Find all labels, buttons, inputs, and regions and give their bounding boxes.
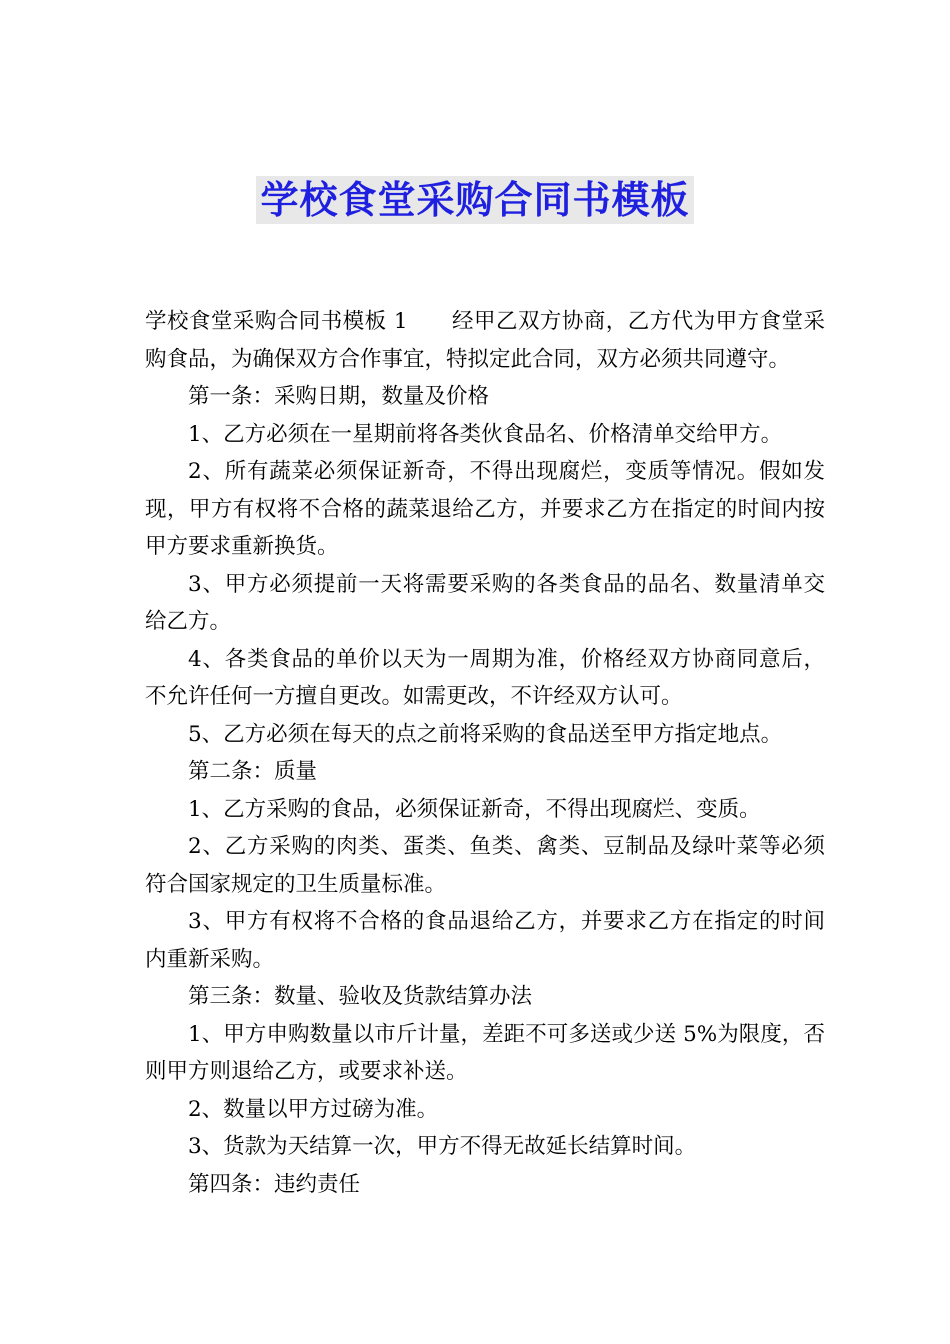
article-1-heading: 第一条：采购日期，数量及价格	[188, 384, 490, 409]
article-2-item-2: 2、乙方采购的肉类、蛋类、鱼类、禽类、豆制品及绿叶菜等必须符合国家规定的卫生质量标准。	[145, 834, 825, 897]
article-2-item-1: 1、乙方采购的食品，必须保证新奇，不得出现腐烂、变质。	[188, 796, 761, 822]
article-3-item-1: 1、甲方申购数量以市斤计量，差距不可多送或少送 5%为限度，否则甲方则退给乙方，或要求补送。	[145, 1021, 825, 1084]
article-3-item-3: 3、货款为天结算一次，甲方不得无故延长结算时间。	[188, 1134, 697, 1159]
article-1-item-3: 3、甲方必须提前一天将需要采购的各类食品的品名、数量清单交给乙方。	[145, 571, 825, 634]
intro-text: 经甲乙双方协商，乙方代为甲方食堂采购食品，为确保双方合作事宜，特拟定此合同，双方必须共同遵守。	[145, 309, 825, 372]
article-1-item-5: 5、乙方必须在每天的点之前将采购的食品送至甲方指定地点。	[188, 721, 783, 747]
document-title: 学校食堂采购合同书模板	[256, 176, 693, 224]
intro-paragraph	[145, 303, 825, 378]
title-container	[0, 176, 950, 224]
article-1-item-4: 4、各类食品的单价以天为一周期为准，价格经双方协商同意后，不允许任何一方擅自更改。如需更改，不许经双方认可。	[145, 646, 825, 709]
article-1-item-2: 2、所有蔬菜必须保证新奇，不得出现腐烂，变质等情况。假如发现，甲方有权将不合格的蔬菜退给乙方，并要求乙方在指定的时间内按甲方要求重新换货。	[145, 459, 825, 559]
intro-label: 学校食堂采购合同书模板 1	[145, 309, 408, 334]
article-2-item-3: 3、甲方有权将不合格的食品退给乙方，并要求乙方在指定的时间内重新采购。	[145, 909, 825, 972]
article-3-heading: 第三条：数量、验收及货款结算办法	[188, 984, 533, 1009]
article-2-heading: 第二条：质量	[188, 759, 318, 784]
document-body	[145, 303, 825, 1203]
article-1-item-1: 1、乙方必须在一星期前将各类伙食品名、价格清单交给甲方。	[188, 421, 783, 447]
article-4-heading: 第四条：违约责任	[188, 1171, 361, 1197]
article-3-item-2: 2、数量以甲方过磅为准。	[188, 1096, 439, 1122]
